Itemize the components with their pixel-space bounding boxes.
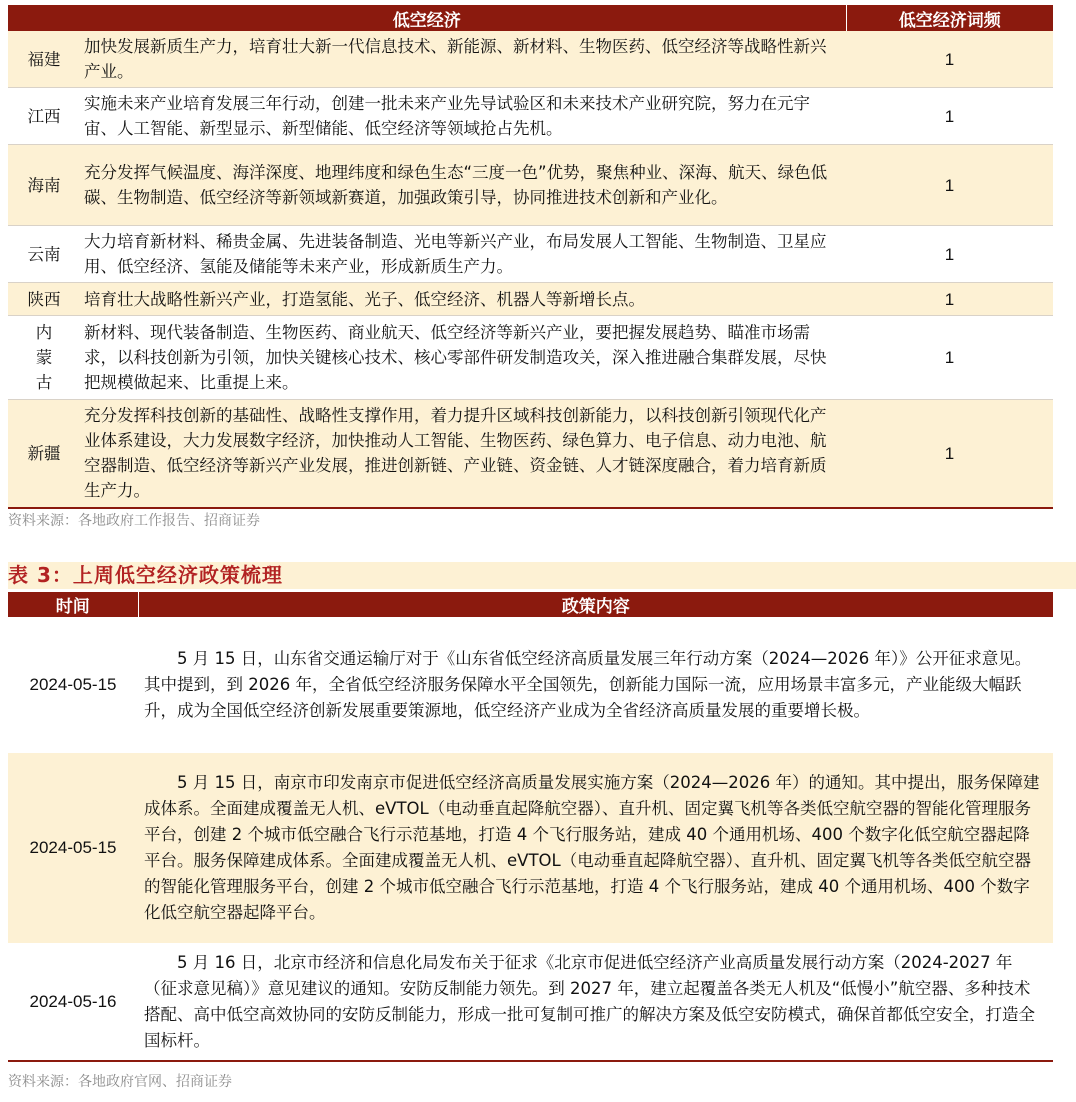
content-cell: 加快发展新质生产力，培育壮大新一代信息技术、新能源、新材料、生物医药、低空经济等战略性新兴产业。	[80, 31, 846, 88]
frequency-cell: 1	[846, 316, 1053, 400]
province-cell: 内蒙古	[8, 316, 80, 400]
table-row	[8, 145, 1053, 226]
content-cell: 实施未来产业培育发展三年行动，创建一批未来产业先导试验区和未来技术产业研究院，努力在元宇宙、人工智能、新型显示、新型储能、低空经济等领域抢占先机。	[80, 88, 846, 145]
date-cell: 2024-05-15	[8, 753, 138, 943]
frequency-cell: 1	[846, 283, 1053, 316]
table-row	[8, 31, 1053, 88]
province-cell: 新疆	[8, 400, 80, 508]
content-cell: 充分发挥气候温度、海洋深度、地理纬度和绿色生态“三度一色”优势，聚焦种业、深海、航天、绿色低碳、生物制造、低空经济等新领域新赛道，加强政策引导，协同推进技术创新和产业化。	[80, 145, 846, 226]
province-cell: 江西	[8, 88, 80, 145]
policy-content-cell: 5 月 16 日，北京市经济和信息化局发布关于征求《北京市促进低空经济产业高质量发展行动方案（2024-2027 年（征求意见稿）》意见建议的通知。安防反制能力领先。到 2027 年，建立起覆盖各类无人机及“低慢小”航空器、多种技术搭配、高中低空高效协同的安防反制能力，形成一批可复制可推广的解决方案及低空安防模式，确保首都低空安全，打造全国标杆。	[138, 943, 1053, 1061]
date-cell: 2024-05-15	[29, 675, 117, 694]
province-cell: 海南	[8, 145, 80, 226]
header-frequency: 低空经济词频	[846, 5, 1053, 31]
content-cell: 新材料、现代装备制造、生物医药、商业航天、低空经济等新兴产业，要把握发展趋势、瞄准市场需求，以科技创新为引领，加快关键核心技术、核心零部件研发制造攻关，深入推进融合集群发展，尽快把规模做起来、比重提上来。	[80, 316, 846, 400]
frequency-cell: 1	[846, 400, 1053, 508]
policy-content-cell: 5 月 15 日，南京市印发南京市促进低空经济高质量发展实施方案（2024—2026 年）的通知。其中提出，服务保障建成体系。全面建成覆盖无人机、eVTOL（电动垂直起降航空器）、直升机、固定翼飞机等各类低空航空器的智能化管理服务平台，创建 2 个城市低空融合飞行示范基地，打造 4 个飞行服务站，建成 40 个通用机场、400 个数字化低空航空器起降平台。服务保障建成体系。全面建成覆盖无人机、eVTOL（电动垂直起降航空器）、直升机、固定翼飞机等各类低空航空器的智能化管理服务平台，创建 2 个城市低空融合飞行示范基地，打造 4 个飞行服务站，建成 40 个通用机场、400 个数字化低空航空器起降平台。	[138, 753, 1053, 943]
table1-source-note: 资料来源：各地政府工作报告、招商证券	[8, 513, 260, 529]
policy-review-table	[8, 592, 1053, 1062]
frequency-cell: 1	[846, 145, 1053, 226]
table-row	[8, 316, 1053, 400]
frequency-cell: 1	[846, 88, 1053, 145]
content-cell: 培育壮大战略性新兴产业，打造氢能、光子、低空经济、机器人等新增长点。	[80, 283, 846, 316]
policy-content-cell: 5 月 15 日，山东省交通运输厅对于《山东省低空经济高质量发展三年行动方案（2024—2026 年）》公开征求意见。其中提到，到 2026 年，全省低空经济服务保障水平全国领先，创新能力国际一流，应用场景丰富多元，产业能级大幅跃升，成为全国低空经济创新发展重要策源地，低空经济产业成为全省经济高质量发展的重要增长极。	[144, 649, 1032, 720]
header-date: 时间	[8, 592, 138, 617]
province-cell: 云南	[8, 226, 80, 283]
table-row	[8, 283, 1053, 316]
frequency-cell: 1	[846, 226, 1053, 283]
table-header-row	[8, 5, 1053, 31]
table-row	[8, 617, 1053, 753]
table2-source-note: 资料来源：各地政府官网、招商证券	[8, 1074, 232, 1090]
frequency-cell: 1	[846, 31, 1053, 88]
content-cell: 充分发挥科技创新的基础性、战略性支撑作用，着力提升区域科技创新能力，以科技创新引领现代化产业体系建设，大力发展数字经济，加快推动人工智能、生物医药、绿色算力、电子信息、动力电池、航空器制造、低空经济等新兴产业发展，推进创新链、产业链、资金链、人才链深度融合，着力培育新质生产力。	[80, 400, 846, 508]
content-cell: 大力培育新材料、稀贵金属、先进装备制造、光电等新兴产业，布局发展人工智能、生物制造、卫星应用、低空经济、氢能及储能等未来产业，形成新质生产力。	[80, 226, 846, 283]
table-header-row	[8, 592, 1053, 617]
table-row	[8, 753, 1053, 943]
header-low-altitude: 低空经济	[8, 5, 846, 31]
table-row	[8, 943, 1053, 1061]
table-row	[8, 88, 1053, 145]
province-cell: 福建	[8, 31, 80, 88]
date-cell: 2024-05-16	[8, 943, 138, 1061]
table3-title: 表 3：上周低空经济政策梳理	[8, 562, 1076, 589]
header-policy-content: 政策内容	[138, 592, 1053, 617]
table-row	[8, 400, 1053, 508]
table-row	[8, 226, 1053, 283]
province-low-altitude-table	[8, 5, 1053, 509]
province-cell: 陕西	[8, 283, 80, 316]
